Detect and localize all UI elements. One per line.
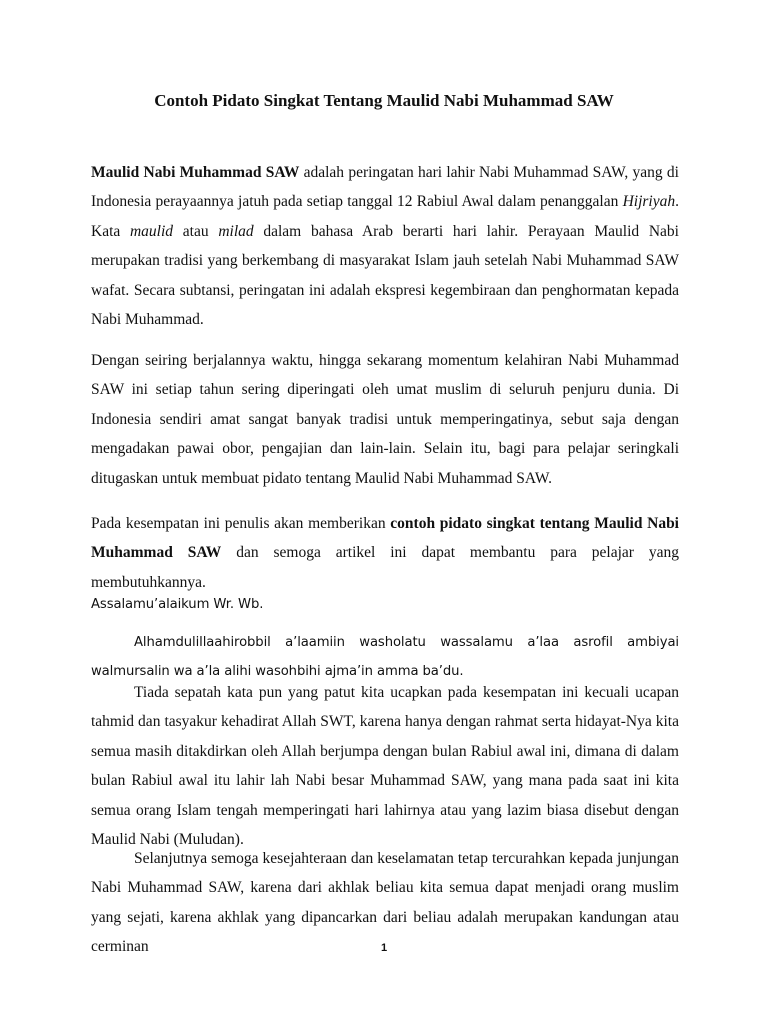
bold-term: Maulid Nabi Muhammad SAW (91, 164, 300, 181)
greeting-line: Assalamu’alaikum Wr. Wb. (91, 597, 264, 612)
page-title: Contoh Pidato Singkat Tentang Maulid Nabi Muhammad SAW (154, 91, 614, 110)
italic-term: maulid (129, 222, 174, 240)
speech-paragraph: Selanjutnya semoga kesejahteraan dan keselamatan tetap tercurahkan kepada junjungan Nabi Muhammad SAW, karena dari akhlak beliau kita semua dapat menjadi orang muslim yang sejati, karena akhlak yang dipancarkan dari beliau adalah merupakan kandungan atau cerminan (91, 850, 679, 956)
context-paragraph: Dengan seiring berjalannya waktu, hingga sekarang momentum kelahiran Nabi Muhammad SAW ini setiap tahun sering diperingati oleh umat muslim di seluruh penjuru dunia. Di Indonesia sendiri amat sangat banyak tradisi untuk memperingatinya, sebut saja dengan mengadakan pawai obor, pengajian dan lain-lain. Selain itu, bagi para pelajar seringkali ditugaskan untuk membuat pidato tentang Maulid Nabi Muhammad SAW. (91, 352, 679, 487)
intro-paragraph: Maulid Nabi Muhammad SAW adalah peringatan hari lahir Nabi Muhammad SAW, yang di Indonesia perayaannya jatuh pada setiap tanggal 12 Rabiul Awal dalam penanggalan Hijriyah. Kata maulid atau milad dalam bahasa Arab berarti hari lahir. Perayaan Maulid Nabi merupakan tradisi yang berkembang di masyarakat Islam jauh setelah Nabi Muhammad SAW wafat. Secara subtansi, peringatan ini adalah ekspresi kegembiraan dan penghormatan kepada Nabi Muhammad. (91, 164, 679, 329)
italic-term: Hijriyah (622, 193, 676, 211)
bold-term: contoh pidato singkat tentang Maulid Nabi Muhammad SAW (91, 515, 679, 562)
italic-term: milad (218, 222, 254, 240)
speech-paragraph: Tiada sepatah kata pun yang patut kita ucapkan pada kesempatan ini kecuali ucapan tahmid dan tasyakur kehadirat Allah SWT, karena hanya dengan rahmat serta hidayat-Nya kita semua masih ditakdirkan oleh Allah berjumpa dengan bulan Rabiul awal ini, dimana di dalam bulan Rabiul awal itu lahir lah Nabi besar Muhammad SAW, yang mana pada saat ini kita semua orang Islam tengah memperingati hari lahirnya atau yang lazim biasa disebut dengan Maulid Nabi (Muludan). (91, 684, 679, 849)
purpose-paragraph: Pada kesempatan ini penulis akan memberikan contoh pidato singkat tentang Maulid Nabi Muhammad SAW dan semoga artikel ini dapat membantu para pelajar yang membutuhkannya. (91, 515, 679, 591)
page-number: 1 (380, 942, 388, 954)
opening-prayer: Alhamdulillaahirobbil a’laamiin washolatu wassalamu a’laa asrofil ambiyai walmursalin wa a’la alihi wasohbihi ajma’in amma ba’du. (91, 635, 679, 680)
